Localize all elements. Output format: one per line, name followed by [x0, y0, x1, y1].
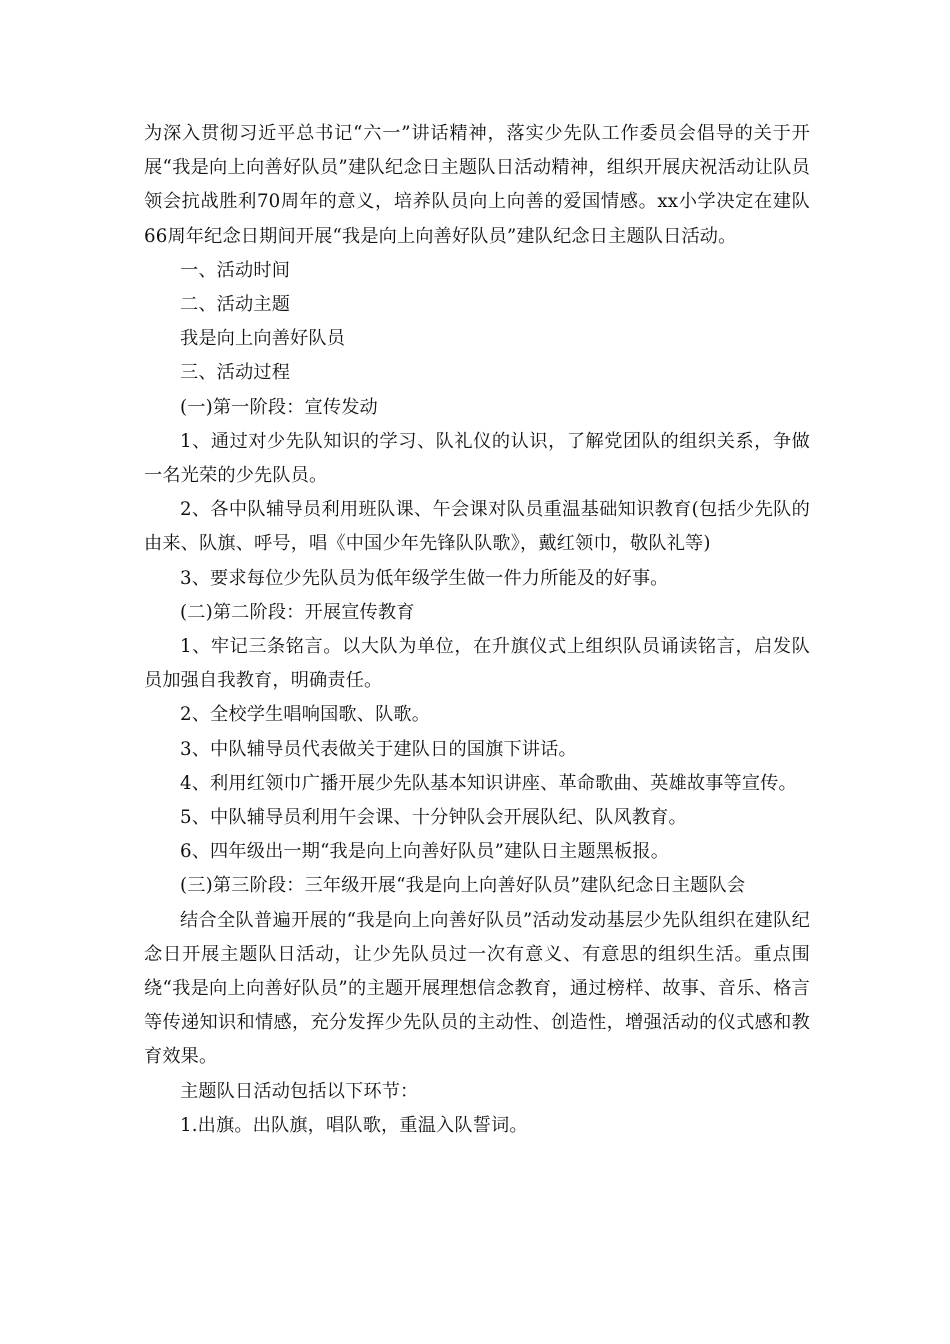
section-heading-activity-theme: 二、活动主题: [180, 294, 291, 316]
stage-three-description: 结合全队普遍开展的“我是向上向善好队员”活动发动基层少先队组织在建队纪念日开展主题队日活动，让少先队员过一次有意义、有意思的组织生活。重点围绕“我是向上向善好队员”的主题开展理想信念教育，通过榜样、故事、音乐、格言等传递知识和情感，充分发挥少先队员的主动性、创造性，增强活动的仪式感和教育效果。: [144, 909, 810, 1068]
section-heading-activity-process: 三、活动过程: [180, 362, 291, 384]
stage-two-item-6: 6、四年级出一期“我是向上向善好队员”建队日主题黑板报。: [180, 841, 670, 863]
stage-two-item-1: 1、牢记三条铭言。以大队为单位，在升旗仪式上组织队员诵读铭言，启发队员加强自我教育，明确责任。: [144, 636, 810, 692]
stage-two-item-3: 3、中队辅导员代表做关于建队日的国旗下讲话。: [180, 738, 577, 760]
document-body: [144, 117, 810, 1143]
activity-step-1: 1.出旗。出队旗，唱队歌，重温入队誓词。: [180, 1114, 528, 1136]
stage-one-item-3: 3、要求每位少先队员为低年级学生做一件力所能及的好事。: [180, 567, 669, 589]
intro-paragraph: 为深入贯彻习近平总书记“六一”讲话精神，落实少先队工作委员会倡导的关于开展“我是向上向善好队员”建队纪念日主题队日活动精神，组织开展庆祝活动让队员领会抗战胜利70周年的意义，培养队员向上向善的爱国情感。xx小学决定在建队66周年纪念日期间开展“我是向上向善好队员”建队纪念日主题队日活动。: [144, 123, 810, 247]
theme-text: 我是向上向善好队员: [180, 328, 346, 350]
stage-one-item-2: 2、各中队辅导员利用班队课、午会课对队员重温基础知识教育(包括少先队的由来、队旗、呼号，唱《中国少年先锋队队歌》，戴红领巾，敬队礼等): [144, 499, 810, 555]
stage-three-heading: (三)第三阶段：三年级开展“我是向上向善好队员”建队纪念日主题队会: [180, 875, 746, 897]
stage-one-item-1: 1、通过对少先队知识的学习、队礼仪的认识，了解党团队的组织关系，争做一名光荣的少先队员。: [144, 430, 810, 487]
stage-two-item-2: 2、全校学生唱响国歌、队歌。: [180, 704, 431, 726]
stage-two-heading: (二)第二阶段：开展宣传教育: [180, 601, 415, 623]
section-heading-activity-time: 一、活动时间: [180, 259, 291, 281]
stage-two-item-4: 4、利用红领巾广播开展少先队基本知识讲座、革命歌曲、英雄故事等宣传。: [180, 772, 797, 794]
stage-one-heading: (一)第一阶段：宣传发动: [180, 396, 378, 418]
stage-two-item-5: 5、中队辅导员利用午会课、十分钟队会开展队纪、队风教育。: [180, 807, 687, 829]
activity-steps-intro: 主题队日活动包括以下环节：: [180, 1080, 419, 1102]
